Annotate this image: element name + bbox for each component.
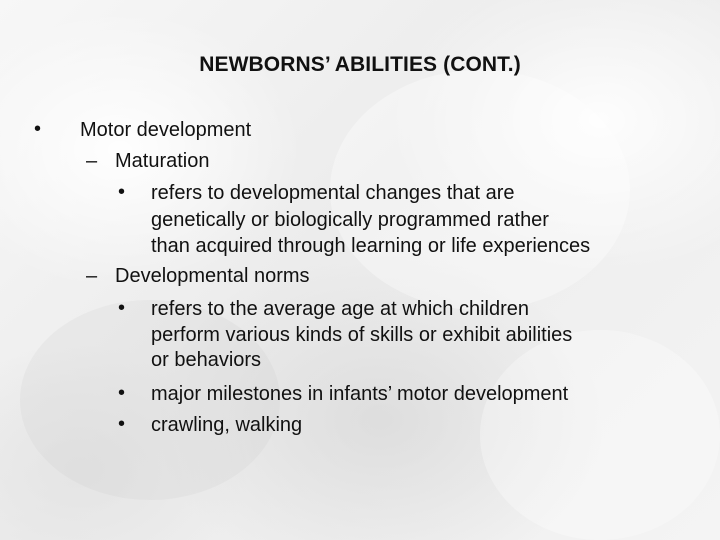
norms-definition-line-1: refers to the average age at which children xyxy=(151,298,529,320)
maturation-definition-line-3: than acquired through learning or life experiences xyxy=(151,235,591,257)
bullet-marker: • xyxy=(118,413,126,435)
bullet-marker: • xyxy=(118,297,126,319)
bullet-marker: • xyxy=(118,382,126,404)
dash-marker: – xyxy=(86,150,98,172)
slide-title: NEWBORNS’ ABILITIES (CONT.) xyxy=(199,53,521,76)
subbullet-maturation: Maturation xyxy=(115,150,210,172)
norms-milestones: major milestones in infants’ motor development xyxy=(151,383,569,405)
dash-marker: – xyxy=(86,265,98,287)
bullet-motor-development: Motor development xyxy=(80,119,252,141)
background-decoration xyxy=(480,330,720,540)
maturation-definition-line-1: refers to developmental changes that are xyxy=(151,182,515,204)
bullet-marker: • xyxy=(34,118,42,140)
bullet-marker: • xyxy=(118,181,126,203)
norms-definition-line-2: perform various kinds of skills or exhibit abilities xyxy=(151,324,573,346)
maturation-definition-line-2: genetically or biologically programmed rather xyxy=(151,209,549,231)
norms-definition-line-3: or behaviors xyxy=(151,349,262,371)
norms-crawling-walking: crawling, walking xyxy=(151,414,303,436)
subbullet-developmental-norms: Developmental norms xyxy=(115,265,310,287)
